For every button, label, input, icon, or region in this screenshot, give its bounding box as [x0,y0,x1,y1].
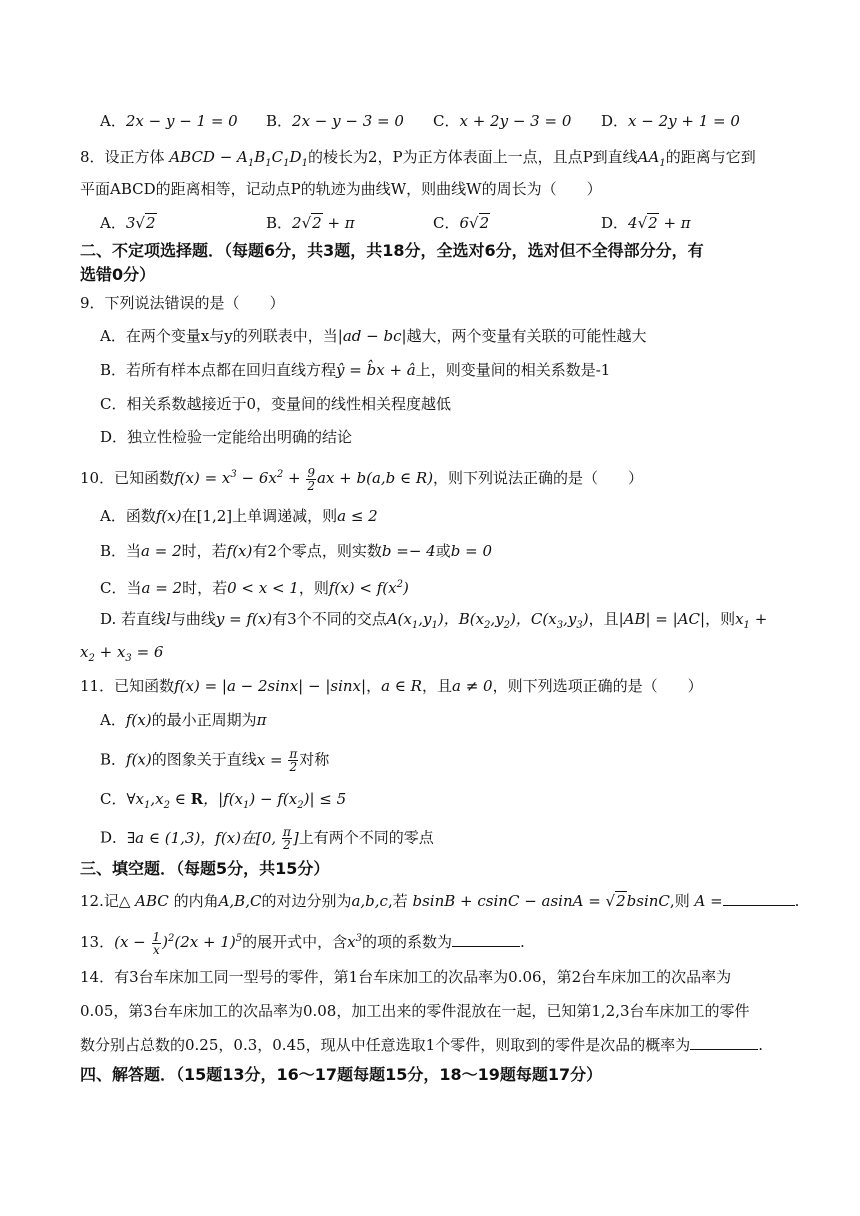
q14-answer-blank[interactable] [690,1035,758,1050]
q11-option-b: B．f(x)的图象关于直线x = $\frac{\pi}{2}$ 对称 [100,747,330,774]
q12: 12.记△ ABC 的内角A,B,C的对边分别为a,b,c,若 bsinB + csinC − asinA = √2bsinC,则 A = . [80,892,800,910]
q9-option-d: D．独立性检验一定能给出明确的结论 [100,428,353,446]
q14-line1: 14．有3台车床加工同一型号的零件，第1台车床加工的次品率为0.06，第2台车床加工的次品率为 [80,968,732,986]
q7-option-c: C．x + 2y − 3 = 0 [433,112,572,130]
q11-option-d: D．∃a ∈ (1,3)，f(x)在[0, $\frac{\pi}{2}$ ]上有两个不同的零点 [100,825,434,852]
q10-option-b: B．当a = 2时，若f(x)有2个零点，则实数b =− 4或b = 0 [100,542,492,560]
q7-option-d: D．x − 2y + 1 = 0 [601,112,740,130]
q11-option-c: C．$\forall x_1,x_2$ ∈ R，$|f(x_1) - f(x_2)| \le 5$ [100,790,347,811]
q12-answer-blank[interactable] [723,891,795,906]
q8-stem-line1: 8．设正方体 ABCD − $A_1B_1C_1D_1$的棱长为2，P为正方体表面上一点，且点P到直线$AA_1$的距离与它到 [80,148,756,169]
q8-option-d: D．4√2 + π [601,214,691,232]
q8-option-c: C．6√2 [433,214,490,232]
section2-heading-line2: 选错0分） [80,265,156,284]
q11-stem: 11．已知函数f(x) = |a − 2sinx| − |sinx|，a ∈ R，且a ≠ 0，则下列选项正确的是（ ） [80,677,703,695]
q7-option-b: B．2x − y − 3 = 0 [266,112,404,130]
q14-line3: 数分别占总数的0.25，0.3，0.45，现从中任意选取1个零件，则取到的零件是次品的概率为 . [80,1036,763,1054]
section3-heading: 三、填空题．（每题5分，共15分） [80,859,330,878]
q10-option-c: C．当a = 2时，若0 < x < 1，则$f(x) < f(x^2)$ [100,579,409,597]
q10-option-d-line1: D. 若直线l与曲线y = f(x)有3个不同的交点$A(x_1,y_1)$，$B(x_2,y_2)$，$C(x_3,y_3)$，且|AB| = |AC|，则$x_1$ + [100,610,768,631]
q10-option-d-line2: $x_2 + x_3 = 6$ [80,643,164,664]
q13: 13．(x − $\frac{1}{x}$ )$^2(2x + 1)^5$的展开式中，含$x^3$的项的系数为 . [80,929,525,957]
q14-line2: 0.05，第3台车床加工的次品率为0.08，加工出来的零件混放在一起，已知第1,2,3台车床加工的零件 [80,1002,750,1020]
q13-answer-blank[interactable] [452,932,520,947]
q10-stem: 10．已知函数$f(x) = x^3 - 6x^2$ + $\frac{9}{2}$ ax + b(a,b ∈ R)，则下列说法正确的是（ ） [80,465,644,493]
q9-option-c: C．相关系数越接近于0，变量间的线性相关程度越低 [100,395,452,413]
q9-option-b: B．若所有样本点都在回归直线方程ŷ = b̂x + â上，则变量间的相关系数是-1 [100,361,611,379]
q9-option-a: A．在两个变量x与y的列联表中，当|ad − bc|越大，两个变量有关联的可能性越大 [100,327,647,345]
q7-option-a: A．2x − y − 1 = 0 [100,112,238,130]
section2-heading-line1: 二、不定项选择题．（每题6分，共3题，共18分，全选对6分，选对但不全得部分分，有 [80,241,704,260]
q8-option-a: A．3√2 [100,214,156,232]
q11-option-a: A．f(x)的最小正周期为π [100,711,267,729]
q8-stem-line2: 平面ABCD的距离相等，记动点P的轨迹为曲线W，则曲线W的周长为（ ） [80,180,602,198]
section4-heading: 四、解答题．（15题13分，16～17题每题15分，18～19题每题17分） [80,1065,603,1084]
q10-option-a: A．函数f(x)在[1,2]上单调递减，则a ≤ 2 [100,507,378,525]
q8-option-b: B．2√2 + π [266,214,355,232]
q9-stem: 9．下列说法错误的是（ ） [80,294,285,312]
